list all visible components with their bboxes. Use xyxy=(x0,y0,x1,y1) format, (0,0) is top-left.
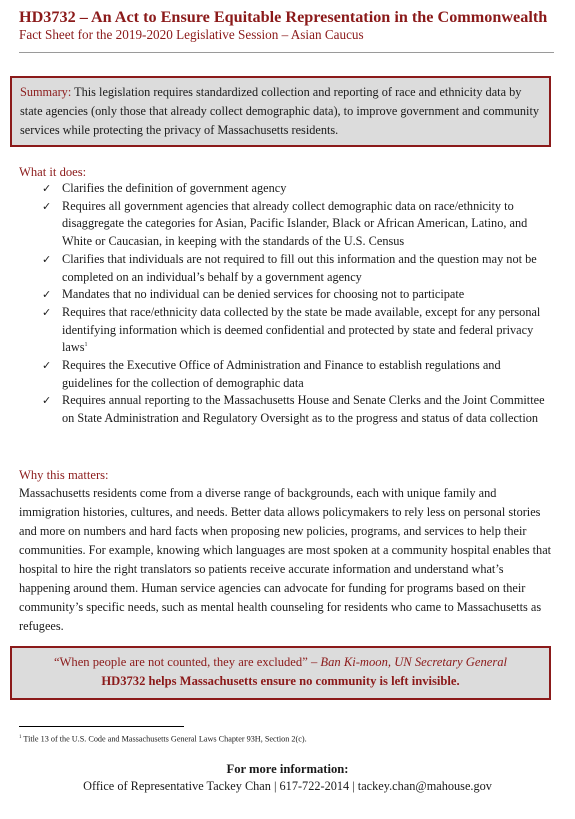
more-info-heading: For more information: xyxy=(226,762,349,776)
list-item xyxy=(42,251,552,286)
footnote-ref: 1 xyxy=(84,342,88,349)
what-it-does-heading: What it does: xyxy=(19,165,87,179)
quote-box xyxy=(10,646,551,700)
checkmark-icon: ✓ xyxy=(42,199,52,213)
footnote-text: Title 13 of the U.S. Code and Massachusetts General Laws Chapter 93H, Section 2(c). xyxy=(21,734,307,744)
list-item-text: Requires the Executive Office of Administration and Finance to establish regulations and guidelines for the collection of demographic data xyxy=(62,358,501,390)
summary-box xyxy=(10,76,551,147)
list-item-text: Requires all government agencies that already collect demographic data on race/ethnicity to disaggregate the categories for Asian, Pacific Islander, Black or African American, Latino, and White or Caucasian, in keeping with the standards of the U.S. Census xyxy=(62,198,528,249)
contact-line: Office of Representative Tackey Chan | 617-722-2014 | tackey.chan@mahouse.gov xyxy=(83,779,492,793)
checkmark-icon: ✓ xyxy=(42,394,52,408)
list-item xyxy=(42,392,552,427)
quote-attribution: Ban Ki-moon, UN Secretary General xyxy=(320,655,508,669)
list-item-text: Clarifies the definition of government agency xyxy=(62,181,287,195)
list-item xyxy=(42,357,552,392)
quote-text: “When people are not counted, they are excluded” xyxy=(53,655,308,669)
checkmark-icon: ✓ xyxy=(42,305,52,319)
summary-label: Summary: xyxy=(20,85,72,99)
checkmark-icon: ✓ xyxy=(42,288,52,302)
list-item-text: Mandates that no individual can be denied services for choosing not to participate xyxy=(62,287,465,302)
list-item-text: Requires annual reporting to the Massachusetts House and Senate Clerks and the Joint Committee on State Administration and Regulatory Oversight as to the progress and status of data collection xyxy=(62,393,545,426)
list-item xyxy=(42,304,552,357)
list-item xyxy=(42,198,552,251)
why-this-matters-text: Massachusetts residents come from a diverse range of backgrounds, each with unique family and immigration histories, cultures, and needs. Better data allows policymakers to rely less on personal stories and more on numbers and hard facts when proposing new policies, programs, and services to help their communities. For example, knowing which languages are most spoken at a community hospital enables that hospital to hire the right translators so patients receive accurate information and understand what’s happening around them. Human service agencies can advocate for funding for programs based on their community’s specific needs, such as mental health counseling for residents who came to Massachusetts as refugees. xyxy=(19,486,552,633)
quote-line xyxy=(12,653,549,672)
list-item-text: Requires that race/ethnicity data collected by the state be made available, except for any personal identifying information which is deemed confidential and protected by state and federal privacy laws xyxy=(62,304,541,355)
quote-tagline: HD3732 helps Massachusetts ensure no community is left invisible. xyxy=(101,674,460,688)
footnote xyxy=(19,733,307,745)
quote-dash: – xyxy=(307,655,321,669)
list-item xyxy=(42,286,552,304)
list-item-text: Clarifies that individuals are not required to fill out this information and the question may not be completed on an individual’s behalf by a government agency xyxy=(62,251,537,284)
header-divider xyxy=(19,52,554,53)
footnote-number: 1 xyxy=(19,735,22,740)
checkmark-icon: ✓ xyxy=(42,252,52,266)
page-title: HD3732 – An Act to Ensure Equitable Representation in the Commonwealth xyxy=(19,8,548,26)
summary-text xyxy=(20,83,540,140)
list-item xyxy=(42,180,552,198)
checkmark-icon: ✓ xyxy=(42,359,52,373)
summary-body: This legislation requires standardized collection and reporting of race and ethnicity data by state agencies (only those that already collect demographic data), to improve government and community services while protecting the privacy of Massachusetts residents. xyxy=(20,85,540,137)
what-it-does-list xyxy=(42,180,552,428)
page-subtitle: Fact Sheet for the 2019-2020 Legislative Session – Asian Caucus xyxy=(19,27,364,42)
why-this-matters-heading: Why this matters: xyxy=(19,468,109,482)
checkmark-icon: ✓ xyxy=(42,182,52,195)
footnote-divider xyxy=(19,726,184,727)
